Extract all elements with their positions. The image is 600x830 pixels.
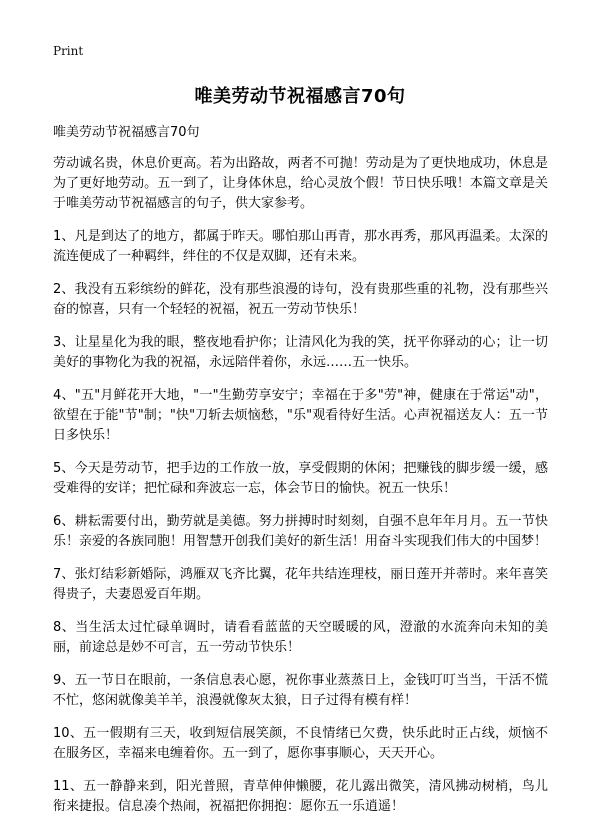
article-body xyxy=(53,154,548,830)
paragraph-item-10: 10、五一假期有三天，收到短信展笑颜，不良情绪已欠费，快乐此时正占线，烦恼不在服务区，幸福来电缠着你。五一到了，愿你事事顺心，天天开心。 xyxy=(53,726,548,761)
paragraph-item-9: 9、五一节日在眼前，一条信息表心愿，祝你事业蒸蒸日上，金钱叮叮当当，干活不慌不忙，悠闲就像美羊羊，浪漫就像灰太狼，日子过得有模有样！ xyxy=(53,673,548,708)
paragraph-item-4: 4、"五"月鲜花开大地，"一"生勤劳享安宁；幸福在于多"劳"神，健康在于常运"动"，欲望在于能"节"制；"快"刀斩去烦恼愁，"乐"观看待好生活。心声祝福送友人：五一节日多快乐！ xyxy=(53,388,548,443)
paragraph-item-5: 5、今天是劳动节，把手边的工作放一放，享受假期的休闲；把赚钱的脚步缓一缓，感受难得的安详；把忙碌和奔波忘一忘，体会节日的愉快。祝五一快乐！ xyxy=(53,461,548,496)
paragraph-item-2: 2、我没有五彩缤纷的鲜花，没有那些浪漫的诗句，没有贵那些重的礼物，没有那些兴奋的惊喜，只有一个轻轻的祝福，祝五一劳动节快乐！ xyxy=(53,282,548,317)
paragraph-item-11: 11、五一静静来到，阳光普照，青草伸伸懒腰，花儿露出微笑，清风拂动树梢，鸟儿衔来捷报。信息凑个热闹，祝福把你拥抱：愿你五一乐逍遥！ xyxy=(53,779,548,814)
paragraph-item-1: 1、凡是到达了的地方，都属于昨天。哪怕那山再青，那水再秀，那风再温柔。太深的流连便成了一种羁绊，绊住的不仅是双脚，还有未来。 xyxy=(53,229,548,264)
paragraph-item-7: 7、张灯结彩新婚际，鸿雁双飞齐比翼，花年共结连理枝，丽日莲开并蒂时。来年喜笑得贵子，夫妻恩爱百年期。 xyxy=(53,567,548,602)
paragraph-item-8: 8、当生活太过忙碌单调时，请看看蓝蓝的天空暖暖的风，澄澈的水流奔向未知的美丽，前途总是妙不可言，五一劳动节快乐！ xyxy=(53,620,548,655)
paragraph-item-6: 6、耕耘需要付出，勤劳就是美德。努力拼搏时时刻刻，自强不息年年月月。五一节快乐！亲爱的各族同胞！用智慧开创我们美好的新生活！用奋斗实现我们伟大的中国梦！ xyxy=(53,514,548,549)
document-subtitle: 唯美劳动节祝福感言70句 xyxy=(53,125,200,140)
print-link[interactable]: Print xyxy=(53,44,84,58)
intro-paragraph: 劳动诚名贵，休息价更高。若为出路故，两者不可抛！劳动是为了更快地成功，休息是为了更好地劳动。五一到了，让身体休息，给心灵放个假！节日快乐哦！本篇文章是关于唯美劳动节祝福感言的句子，供大家参考。 xyxy=(53,156,548,211)
paragraph-item-3: 3、让星星化为我的眼，整夜地看护你；让清风化为我的笑，抚平你驿动的心；让一切美好的事物化为我的祝福，永远陪伴着你，永远……五一快乐。 xyxy=(53,335,548,370)
document-title: 唯美劳动节祝福感言70句 xyxy=(194,86,406,107)
